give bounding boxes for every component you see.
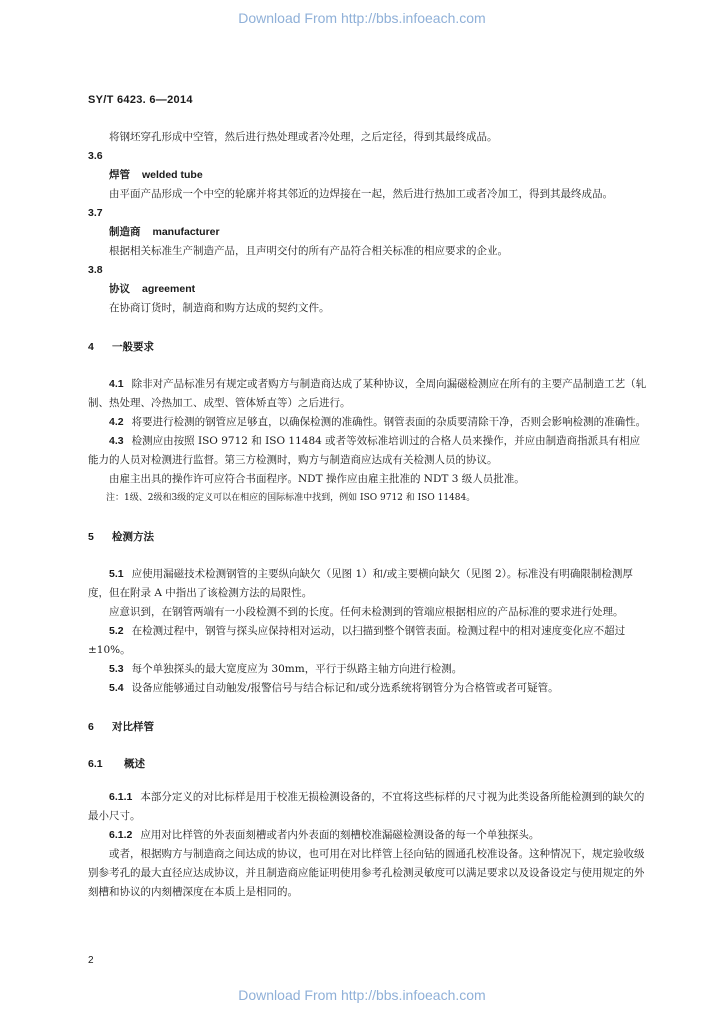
clause-number: 5.1 [109, 568, 124, 580]
section-heading-6 [88, 718, 648, 737]
section-heading-4 [88, 338, 648, 357]
clause-6-1-1 [88, 788, 648, 826]
clause-5-3 [88, 660, 648, 679]
clause-text: 应使用漏磁技术检测钢管的主要纵向缺欠（见图 1）和/或主要横向缺欠（见图 2）。标准没有明确限制检测厚度，但在附录 A 中指出了该检测方法的局限性。 [88, 568, 633, 599]
document-body [88, 128, 648, 902]
standard-id: SY/T 6423. 6—2014 [88, 94, 193, 106]
term-3-7 [88, 223, 648, 242]
term-en: manufacturer [152, 226, 220, 238]
term-3-6 [88, 166, 648, 185]
clause-number: 5.3 [109, 663, 124, 675]
term-en: welded tube [142, 169, 203, 181]
clause-number-3-7: 3.7 [88, 207, 103, 219]
subsection-heading-6-1 [88, 755, 648, 774]
section-number: 5 [88, 531, 94, 543]
definition-3-6: 由平面产品形成一个中空的轮廓并将其邻近的边焊接在一起，然后进行热加工或者冷加工，得到其最终成品。 [109, 188, 613, 200]
clause-text: 应用对比样管的外表面刻槽或者内外表面的刻槽校准漏磁检测设备的每一个单独探头。 [140, 829, 540, 841]
clause-6-1-2-paragraph-2: 或者，根据购方与制造商之间达成的协议，也可用在对比样管上径向钻的圆通孔校准设备。这种情况下，规定验收级别参考孔的最大直径应达成协议，并且制造商应能证明使用参考孔检测灵敏度可以满足要求以及设备设定与使用规定的外刻槽和协议的内刻槽深度在本质上是相同的。 [88, 848, 645, 898]
clause-number-3-6: 3.6 [88, 150, 103, 162]
clause-4-2 [88, 413, 648, 432]
clause-number: 5.4 [109, 682, 124, 694]
subsection-title: 概述 [124, 758, 145, 770]
term-cn: 协议 [109, 283, 130, 295]
term-en: agreement [142, 283, 196, 295]
clause-text: 每个单独探头的最大宽度应为 30mm，平行于纵路主轴方向进行检测。 [131, 663, 463, 675]
note-4-3: 注：1级、2级和3级的定义可以在相应的国际标准中找到，例如 ISO 9712 和 ISO 11484。 [106, 493, 476, 503]
clause-number: 6.1.2 [109, 829, 133, 841]
watermark-bottom: Download From http://bbs.infoeach.com [238, 987, 486, 1003]
definition-3-8: 在协商订货时，制造商和购方达成的契约文件。 [109, 302, 330, 314]
clause-text: 将要进行检测的钢管应足够直，以确保检测的准确性。钢管表面的杂质要清除干净，否则会影响检测的准确性。 [131, 416, 647, 428]
term-cn: 焊管 [109, 169, 130, 181]
clause-4-1 [88, 375, 648, 413]
clause-number-3-8: 3.8 [88, 264, 103, 276]
clause-number: 5.2 [109, 625, 124, 637]
watermark-top: Download From http://bbs.infoeach.com [238, 10, 486, 26]
clause-5-1 [88, 565, 648, 603]
section-number: 6 [88, 721, 94, 733]
page-number: 2 [88, 955, 94, 966]
subsection-number: 6.1 [88, 758, 103, 770]
section-title: 对比样管 [112, 721, 154, 733]
clause-text: 检测应由按照 ISO 9712 和 ISO 11484 或者等效标准培训过的合格人员来操作，并应由制造商指派具有相应能力的人员对检测进行监督。第三方检测时，购方与制造商应达成有关检测人员的协议。 [88, 435, 641, 466]
paragraph-continuation: 将钢坯穿孔形成中空管，然后进行热处理或者冷处理，之后定径，得到其最终成品。 [109, 131, 498, 143]
clause-4-3 [88, 432, 648, 470]
term-3-8 [88, 280, 648, 299]
section-number: 4 [88, 341, 94, 353]
clause-number: 4.3 [109, 435, 124, 447]
clause-6-1-2 [88, 826, 648, 845]
section-heading-5 [88, 528, 648, 547]
clause-number: 4.1 [109, 378, 124, 390]
term-cn: 制造商 [109, 226, 141, 238]
clause-text: 除非对产品标准另有规定或者购方与制造商达成了某种协议，全周向漏磁检测应在所有的主要产品制造工艺（轧制、热处理、冷热加工、成型、管体矫直等）之后进行。 [88, 378, 647, 409]
section-title: 一般要求 [112, 341, 154, 353]
clause-text: 在检测过程中，钢管与探头应保持相对运动，以扫描到整个钢管表面。检测过程中的相对速度变化应不超过 ±10%。 [88, 625, 626, 656]
section-title: 检测方法 [112, 531, 154, 543]
clause-number: 4.2 [109, 416, 124, 428]
clause-5-2 [88, 622, 648, 660]
clause-4-3-paragraph-2: 由雇主出具的操作许可应符合书面程序。NDT 操作应由雇主批准的 NDT 3 级人员批准。 [109, 473, 525, 485]
clause-text: 本部分定义的对比标样是用于校准无损检测设备的，不宜将这些标样的尺寸视为此类设备所能检测到的缺欠的最小尺寸。 [88, 791, 645, 822]
clause-5-1-paragraph-2: 应意识到，在钢管两端有一小段检测不到的长度。任何未检测到的管端应根据相应的产品标准的要求进行处理。 [109, 606, 624, 618]
clause-text: 设备应能够通过自动触发/报警信号与结合标记和/或分选系统将钢管分为合格管或者可疑管。 [131, 682, 559, 694]
definition-3-7: 根据相关标准生产制造产品，且声明交付的所有产品符合相关标准的相应要求的企业。 [109, 245, 508, 257]
clause-number: 6.1.1 [109, 791, 133, 803]
clause-5-4 [88, 679, 648, 698]
